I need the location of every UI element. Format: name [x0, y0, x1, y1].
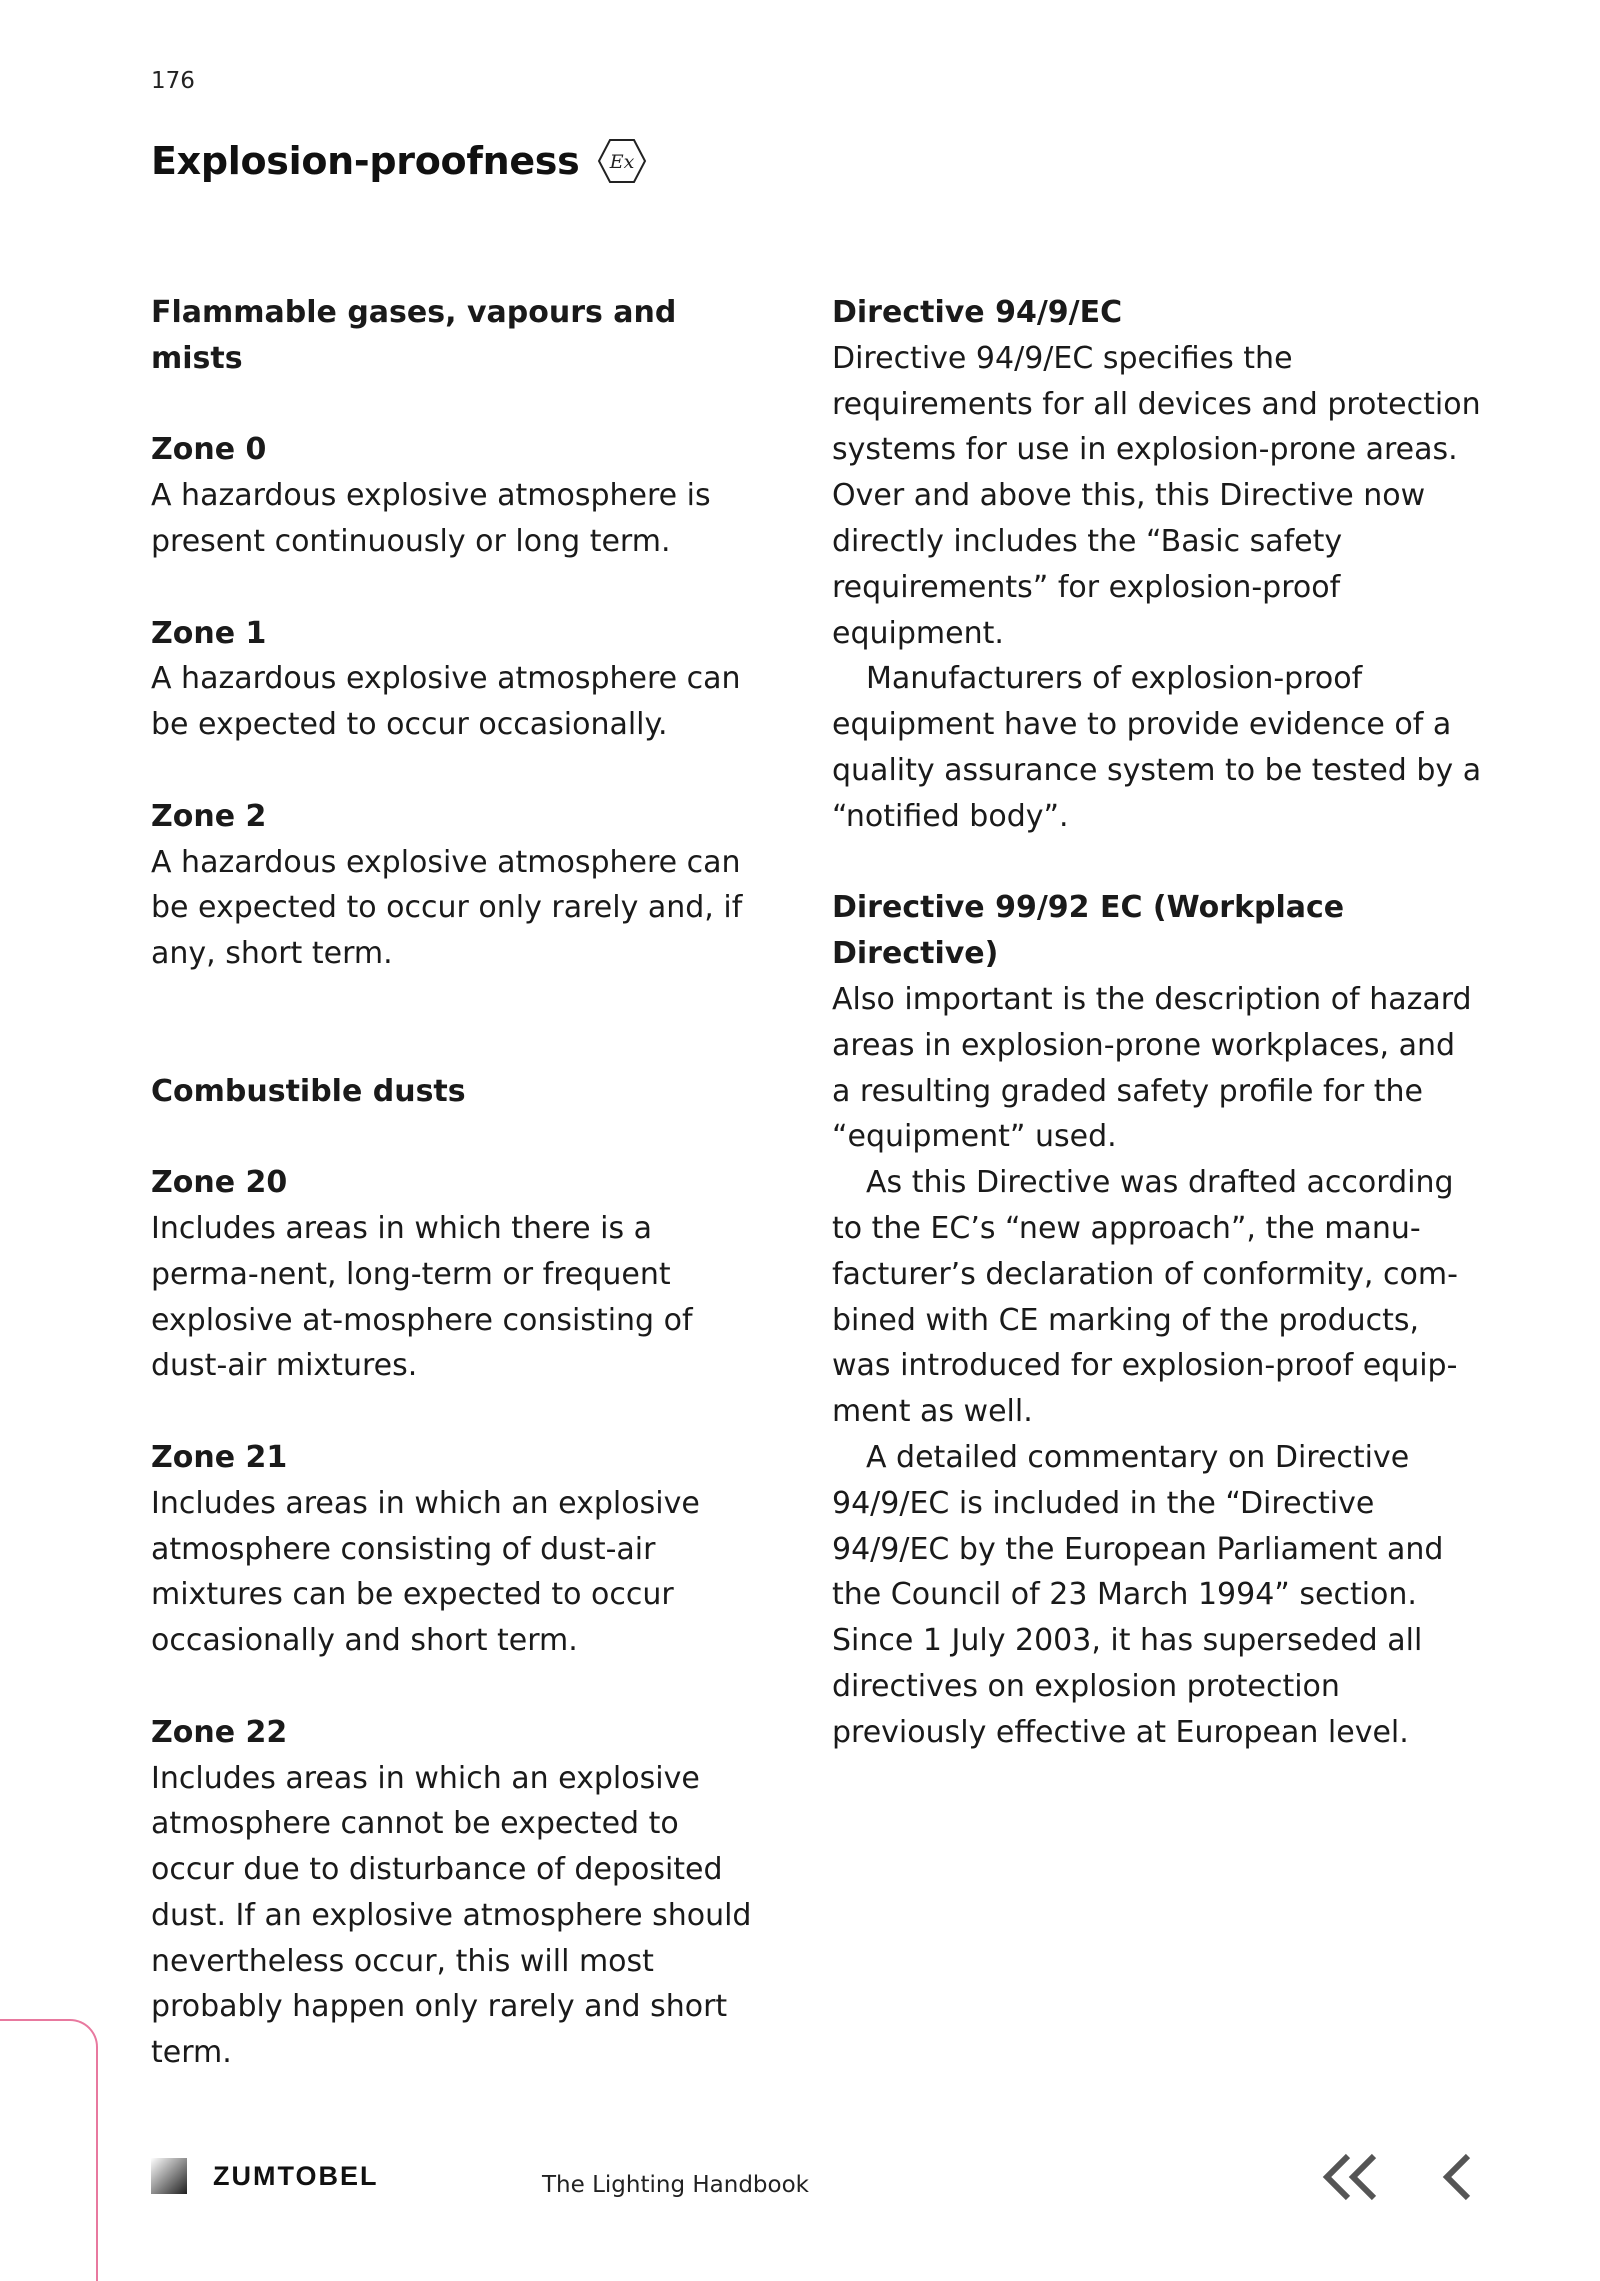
zone-0-heading: Zone 0 [151, 432, 267, 468]
directive-99-92-para-1: Also important is the description of hazard areas in explosion-prone workplaces, and a resulting graded safety profile for the “equipment” used. [832, 981, 1472, 1155]
zone-22-text: Includes areas in which an explosive atmosphere cannot be expected to occur due to disturbance of deposited dust. If an explosive atmosphere should nevertheless occur, this will most probably happen only rarely and short term. [151, 1760, 752, 2071]
zumtobel-logo [151, 2158, 379, 2194]
zone-20-text: Includes areas in which there is a perma-nent, long-term or frequent explosive at-mosphere consisting of dust-air mixtures. [151, 1210, 693, 1384]
title-row [151, 138, 647, 184]
zone-22-heading: Zone 22 [151, 1714, 288, 1750]
zone-21-text: Includes areas in which an explosive atmosphere consisting of dust-air mixtures can be expected to occur occasionally and short term. [151, 1485, 700, 1659]
chevron-left-icon[interactable] [1440, 2150, 1476, 2204]
zone-1-text: A hazardous explosive atmosphere can be expected to occur occasionally. [151, 661, 741, 743]
zone-1-heading: Zone 1 [151, 615, 267, 651]
directive-94-9-para-1: Directive 94/9/EC specifies the requirements for all devices and protection systems for use in explosion-prone areas. Over and above this, this Directive now directly includes the “Basic safety requirements” for explosion-proof equipment. [832, 340, 1481, 651]
page-title: Explosion-proofness [151, 139, 580, 183]
ex-hexagon-icon [597, 138, 647, 184]
left-column [151, 290, 761, 2076]
directive-99-92-para-2: As this Directive was drafted according to the EC’s “new approach”, the manu-facturer’s declaration of conformity, com-bined with CE marking of the products, was introduced for explosion-proof equip-ment as well. [832, 1165, 1458, 1430]
section-heading-gases: Flammable gases, vapours and mists [151, 295, 677, 376]
logo-mark-icon [151, 2158, 187, 2194]
directive-99-92-para-3: A detailed commentary on Directive 94/9/EC is included in the “Directive 94/9/EC by the European Parliament and the Council of 23 March 1994” section. Since 1 July 2003, it has superseded all directives on explosion protection previously effective at European level. [832, 1439, 1444, 1750]
brand-name: ZUMTOBEL [213, 2160, 379, 2191]
publication-title: The Lighting Handbook [542, 2172, 809, 2198]
directive-99-92-heading: Directive 99/92 EC (Workplace Directive) [832, 890, 1345, 972]
directive-94-9-para-2: Manufacturers of explosion-proof equipment have to provide evidence of a quality assurance system to be tested by a “notified body”. [832, 661, 1482, 834]
page-number: 176 [151, 68, 195, 94]
zone-0-text: A hazardous explosive atmosphere is present continuously or long term. [151, 478, 711, 559]
zone-21-heading: Zone 21 [151, 1439, 288, 1475]
zone-20-heading: Zone 20 [151, 1165, 288, 1201]
directive-94-9-heading: Directive 94/9/EC [832, 295, 1123, 330]
zone-2-text: A hazardous explosive atmosphere can be expected to occur only rarely and, if any, short term. [151, 844, 743, 972]
zone-2-heading: Zone 2 [151, 798, 267, 834]
right-column [832, 290, 1482, 1756]
double-chevron-left-icon[interactable] [1318, 2150, 1382, 2204]
page-frame-accent [0, 2019, 98, 2281]
ex-symbol-text: Ex [610, 151, 635, 173]
section-heading-dusts: Combustible dusts [151, 1073, 466, 1109]
